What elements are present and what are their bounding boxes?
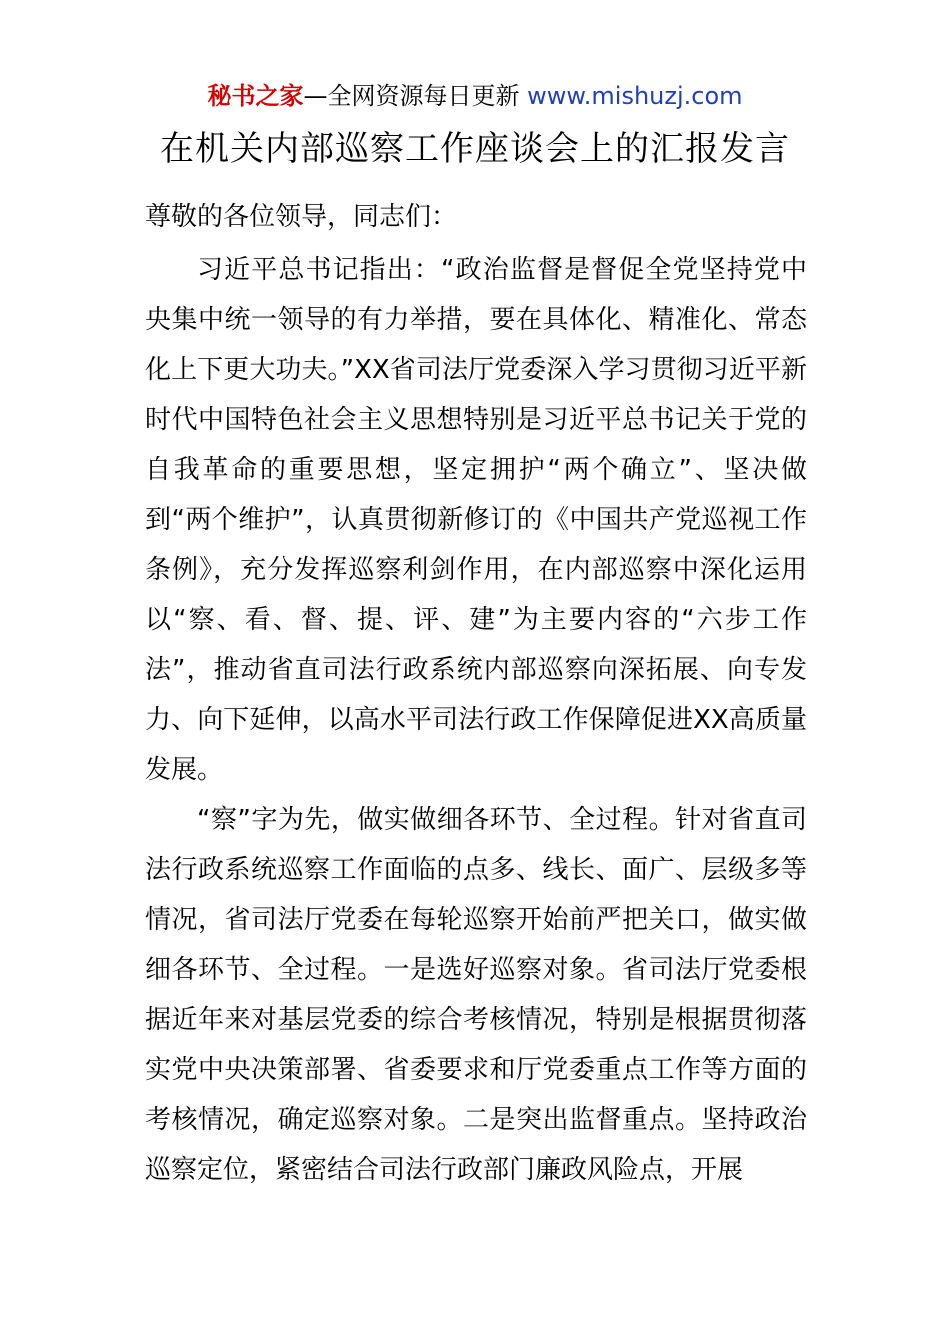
site-header — [0, 80, 950, 112]
paragraph: 习近平总书记指出：“政治监督是督促全党坚持党中央集中统一领导的有力举措，要在具体化、精准化、常态化上下更大功夫。”XX省司法厅党委深入学习贯彻习近平新时代中国特色社会主义思想特别是习近平总书记关于党的自我革命的重要思想，坚定拥护“两个确立”、坚决做到“两个维护”，认真贯彻新修订的《中国共产党巡视工作条例》，充分发挥巡察利剑作用，在内部巡察中深化运用以“察、看、督、提、评、建”为主要内容的“六步工作法”，推动省直司法行政系统内部巡察向深拓展、向专发力、向下延伸，以高水平司法行政工作保障促进XX高质量发展。 — [145, 255, 807, 785]
header-tagline: —全网资源每日更新 — [303, 82, 520, 110]
document-body — [145, 190, 807, 1195]
brand-name: 秘书之家 — [207, 82, 304, 110]
site-url-link[interactable]: www.mishuzj.com — [527, 82, 743, 110]
salutation: 尊敬的各位领导，同志们： — [145, 202, 458, 232]
paragraph: “察”字为先，做实做细各环节、全过程。针对省直司法行政系统巡察工作面临的点多、线长、面广、层级多等情况，省司法厅党委在每轮巡察开始前严把关口，做实做细各环节、全过程。一是选好巡察对象。省司法厅党委根据近年来对基层党委的综合考核情况，特别是根据贯彻落实党中央决策部署、省委要求和厅党委重点工作等方面的考核情况，确定巡察对象。二是突出监督重点。坚持政治巡察定位，紧密结合司法行政部门廉政风险点，开展 — [145, 805, 807, 1185]
document-title: 在机关内部巡察工作座谈会上的汇报发言 — [160, 129, 790, 169]
